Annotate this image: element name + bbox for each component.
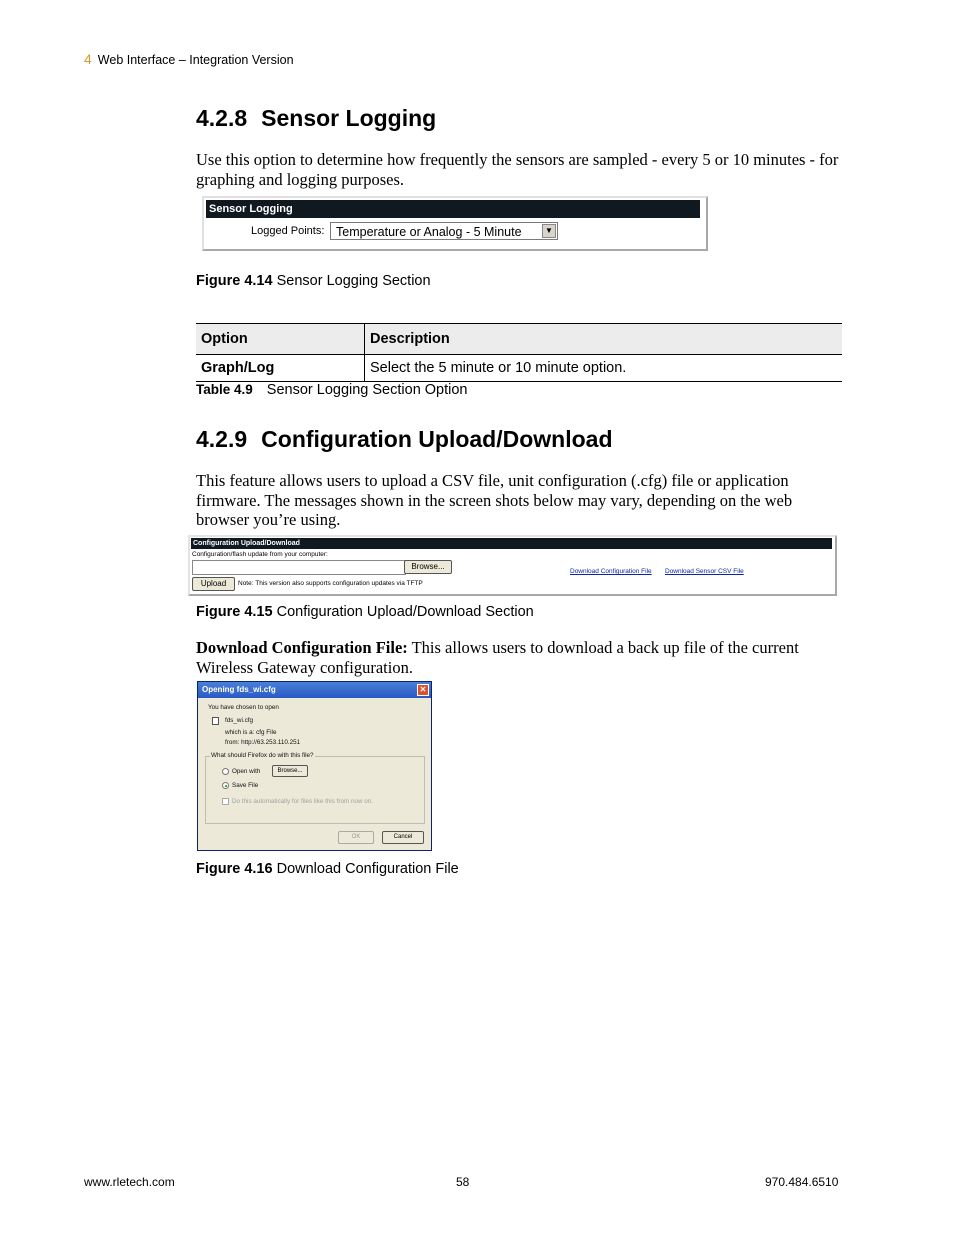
file-icon [212,717,219,725]
figure-4-14-caption [196,273,431,289]
download-config-term: Download Configuration File: [196,638,408,657]
tftp-note: Note: This version also supports configuration updates via TFTP [238,580,423,587]
dialog-chosen-text: You have chosen to open [208,704,279,711]
browse-button[interactable]: Browse... [404,560,452,574]
save-file-radio[interactable] [222,782,229,789]
option-table [196,323,842,382]
table-row [196,355,842,382]
download-csv-link[interactable]: Download Sensor CSV File [665,568,744,575]
figure-4-16-caption [196,861,459,877]
close-icon[interactable]: ✕ [417,684,429,696]
logged-points-value: Temperature or Analog - 5 Minute [336,225,522,239]
section-number: 4.2.8 [196,105,248,131]
auto-label: Do this automatically for files like this from now on. [232,798,374,805]
dialog-question: What should Firefox do with this file? [211,752,314,759]
figure-caption-text: Configuration Upload/Download Section [276,604,534,620]
table-cell-option: Graph/Log [196,355,365,382]
table-header-option: Option [196,324,365,355]
table-number: Table 4.9 [196,382,253,397]
section-heading-sensor-logging [196,105,436,132]
auto-checkbox[interactable] [222,798,229,805]
sensor-logging-panel-title: Sensor Logging [206,200,700,218]
figure-caption-text: Download Configuration File [276,861,459,877]
dialog-title: Opening fds_wi.cfg [198,682,431,698]
cancel-button[interactable]: Cancel [382,831,424,844]
opening-file-dialog [197,681,432,851]
table-header-description: Description [365,324,843,355]
action-group [205,756,425,824]
footer-website: www.rletech.com [84,1175,175,1189]
upload-button[interactable]: Upload [192,577,235,591]
section-heading-config-upload [196,426,613,453]
figure-caption-text: Sensor Logging Section [276,273,431,289]
table-4-9-caption [196,382,468,398]
open-with-label: Open with [232,768,261,775]
save-file-label: Save File [232,782,259,789]
section-title: Sensor Logging [261,105,437,131]
footer-page-number: 58 [456,1175,470,1189]
table-caption-text: Sensor Logging Section Option [266,382,468,398]
sensor-logging-panel [202,196,708,251]
config-file-input[interactable] [192,560,406,575]
download-config-link[interactable]: Download Configuration File [570,568,652,575]
footer-phone: 970.484.6510 [765,1175,839,1189]
ok-button[interactable]: OK [338,831,374,844]
section-title: Configuration Upload/Download [261,426,613,452]
figure-4-15-caption [196,604,534,620]
config-upload-panel [188,535,837,596]
config-sub-label: Configuration/flash update from your computer: [192,551,328,558]
download-config-text: This allows users to download a back up file of the current Wireless Gateway configuration. [196,638,799,677]
table-header-row [196,324,842,355]
running-header [84,51,294,67]
dialog-filename: fds_wi.cfg [225,717,253,724]
config-panel-title: Configuration Upload/Download [191,538,832,549]
chevron-down-icon[interactable]: ▼ [542,224,556,238]
figure-number: Figure 4.16 [196,861,273,877]
config-paragraph: This feature allows users to upload a CSV file, unit configuration (.cfg) file or application firmware. The messages shown in the screen shots below may vary, depending on the web browser you’re using. [196,471,793,529]
dialog-file-source: from: http://63.253.110.251 [225,739,301,746]
figure-number: Figure 4.15 [196,604,273,620]
dialog-browse-button[interactable]: Browse... [272,765,308,777]
table-cell-description: Select the 5 minute or 10 minute option. [365,355,843,382]
logged-points-select[interactable] [330,222,558,240]
download-config-paragraph [196,638,836,677]
chapter-number: 4 [84,51,92,67]
open-with-radio[interactable] [222,768,229,775]
figure-number: Figure 4.14 [196,273,273,289]
section-number: 4.2.9 [196,426,248,452]
dialog-file-type: which is a: cfg File [225,729,277,736]
header-title: Web Interface – Integration Version [97,53,294,67]
logged-points-label: Logged Points: [251,225,325,237]
sensor-logging-paragraph: Use this option to determine how frequently the sensors are sampled - every 5 or 10 minutes - for graphing and logging purposes. [196,150,839,189]
